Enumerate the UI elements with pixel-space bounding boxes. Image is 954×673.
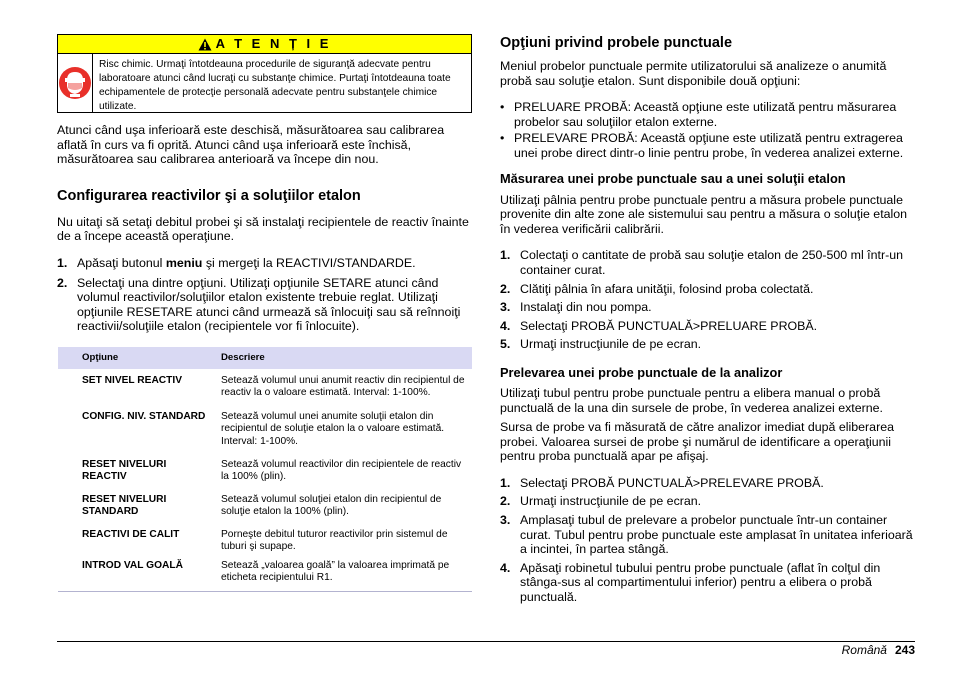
page-footer (842, 643, 915, 657)
table-header-row (58, 347, 472, 369)
door-paragraph: Atunci când uşa inferioară este deschisă, măsurătoarea sau calibrarea aflată în curs va fi oprită. Atunci când uşa inferioară este închisă, măsurătoarea sau calibrarea anterioară va începe din nou. (57, 123, 445, 167)
left-column (57, 34, 472, 592)
measure-steps (500, 248, 915, 352)
list-item: 1. Selectaţi PROBĂ PUNCTUALĂ>PRELEVARE PROBĂ. (500, 475, 824, 490)
list-item: 4. Apăsaţi robinetul tubului pentru probe punctuale (aflat în colţul din stânga-sus al compartimentului inferior) pentru a elibera o probă punctuală. (500, 560, 881, 605)
page-number: 243 (894, 643, 915, 657)
source-paragraph: Sursa de probe va fi măsurată de către analizor imediat după eliberarea probei. Valoarea sursei de probe şi numărul de identificare a operaţiunii pentru proba punctuală apar pe afişaj. (500, 420, 894, 464)
options-table (58, 347, 472, 592)
table-row: CONFIG. NIV. STANDARD Setează volumul unei anumite soluţii etalon din recipientul de soluţie etalon la o valoare estimată. Interval: 1-100%. (82, 410, 445, 447)
chemical-hazard-face-shield-icon (58, 66, 92, 100)
table-row: INTROD VAL GOALĂ Setează „valoarea goală” la valoarea imprimată pe eticheta recipientului R1. (58, 560, 472, 591)
list-item: 3. Amplasaţi tubul de prelevare a probelor punctuale într-un container curat. Tubul pentru probe punctuale este amplasat în unitatea inferioară a incintei, în partea stângă. (500, 513, 913, 557)
table-row: RESET NIVELURI REACTIV Setează volumul reactivilor din recipientele de reactiv la 100% (plin). (82, 458, 462, 483)
table-row: SET NIVEL REACTIV Setează volumul unui anumit reactiv din recipientul de reactiv la o valoare estimată. Interval: 1-100%. (82, 374, 465, 399)
table-header-description: Descriere (213, 347, 472, 369)
config-intro-paragraph: Nu uitaţi să setaţi debitul probei şi să instalaţi recipientele de reactiv înainte de a începe această operaţiune. (57, 214, 469, 244)
warning-title: A T E N Ț I E (215, 36, 332, 51)
footer-language: Română (841, 643, 887, 657)
measure-paragraph: Utilizaţi pâlnia pentru probe punctuale pentru a măsura probele punctuale provenite din alte zone ale sistemului sau pentru a măsura o soluţie etalon în vederea verificării calibrării. (500, 192, 908, 236)
list-item: 5. Urmaţi instrucţiunile de pe ecran. (500, 337, 702, 352)
list-item: 2. Urmaţi instrucţiunile de pe ecran. (500, 494, 702, 509)
table-row: REACTIVI DE CALIT Porneşte debitul tuturor reactivilor prin sistemul de tuburi şi supape. (82, 528, 448, 553)
section-heading-measure: Măsurarea unei probe punctuale sau a unei soluţii etalon (500, 170, 846, 186)
warning-box (57, 34, 472, 113)
menu-key-label: meniu (165, 255, 203, 270)
list-item: 2. Selectaţi una dintre opţiuni. Utilizaţi opţiunile SETARE atunci când volumul reactivilor/soluţiilor etalon existente trebuie reglat. Utilizaţi opţiunile RESETARE atunci când urmează să înlocuiţi sau să reînnoiţi reactivii/soluţiile etalon (recipientele vor fi înlocuite). (57, 275, 461, 334)
list-item: 1. Apăsaţi butonul meniu şi mergeţi la REACTIVI/STANDARDE. (57, 255, 416, 270)
options-bullets (500, 100, 915, 160)
right-column (500, 34, 915, 605)
footer-divider (57, 641, 915, 642)
list-item: 2. Clătiţi pâlnia în afara unităţii, folosind proba colectată. (500, 281, 814, 296)
list-item: 1. Colectaţi o cantitate de probă sau soluţie etalon de 250-500 ml într-un container curat. (500, 248, 903, 277)
list-item: • PRELEVARE PROBĂ: Această opţiune este utilizată pentru extragerea unei probe direct dintr-o linie pentru probe, în vederea analizei externe. (500, 131, 904, 160)
warning-text: Risc chimic. Urmaţi întotdeauna procedurile de siguranţă adecvate pentru laboratoare atunci când lucraţi cu substanţe chimice. Purtaţi întotdeauna toate echipamentele de protecţie personală adecvate pentru substanţele chimice utilizate. (99, 59, 451, 112)
warning-header (58, 35, 471, 54)
section-heading-config: Configurarea reactivilor şi a soluţiilor etalon (57, 187, 361, 204)
options-intro-paragraph: Meniul probelor punctuale permite utilizatorului să analizeze o anumită probă sau soluţie etalon. Sunt disponibile două opţiuni: (500, 59, 887, 88)
section-heading-options: Opţiuni privind probele punctuale (500, 35, 733, 51)
warning-triangle-icon (198, 38, 212, 51)
table-header-option: Opţiune (58, 347, 213, 369)
collect-steps (500, 476, 915, 605)
config-steps (57, 256, 472, 334)
table-row: RESET NIVELURI STANDARD Setează volumul soluţiei etalon din recipientul de soluţie etalon la 100% (plin). (82, 493, 442, 518)
list-item: • PRELUARE PROBĂ: Această opţiune este utilizată pentru măsurarea probelor sau soluţiilor etalon externe. (500, 100, 897, 129)
collect-paragraph: Utilizaţi tubul pentru probe punctuale pentru a elibera manual o probă punctuală de la una din sursele de probe, în vederea analizei externe. (500, 385, 883, 415)
list-item: 3. Instalaţi din nou pompa. (500, 300, 652, 315)
section-heading-collect: Prelevarea unei probe punctuale de la analizor (500, 364, 783, 380)
list-item: 4. Selectaţi PROBĂ PUNCTUALĂ>PRELUARE PROBĂ. (500, 318, 818, 333)
